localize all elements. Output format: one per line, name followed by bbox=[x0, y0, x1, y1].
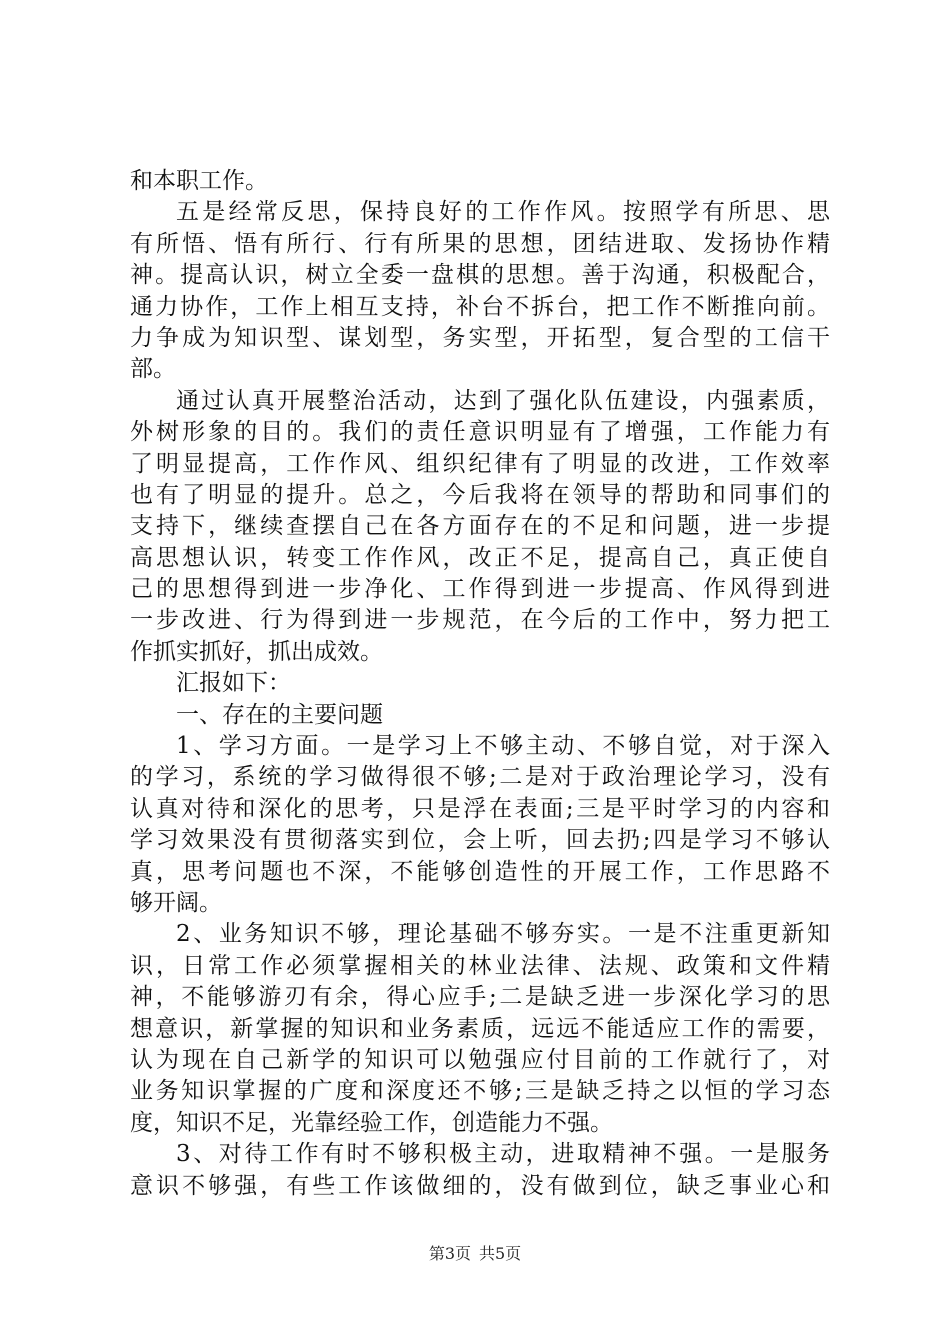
text-line: 五是经常反思，保持良好的工作作风。按照学有所思、思 bbox=[176, 199, 830, 226]
paragraph-summary bbox=[130, 386, 830, 669]
text-line: 高思想认识，转变工作作风，改正不足，提高自己，真正使自 bbox=[130, 544, 830, 571]
text-line: 力争成为知识型、谋划型，务实型，开拓型，复合型的工信干 bbox=[130, 324, 830, 351]
paragraph-work-attitude bbox=[130, 1139, 830, 1202]
text-line: 有所悟、悟有所行、行有所果的思想，团结进取、发扬协作精 bbox=[130, 230, 830, 257]
paragraph-continuation bbox=[130, 166, 830, 197]
paragraph-reflection bbox=[130, 197, 830, 385]
text-line: 学习效果没有贯彻落实到位，会上听，回去扔;四是学习不够认 bbox=[130, 827, 830, 854]
text-line: 业务知识掌握的广度和深度还不够;三是缺乏持之以恒的学习态 bbox=[130, 1078, 830, 1105]
text-line: 一步改进、行为得到进一步规范，在今后的工作中，努力把工 bbox=[130, 607, 830, 634]
text-line: 汇报如下： bbox=[176, 670, 291, 697]
text-line: 想意识，新掌握的知识和业务素质，远远不能适应工作的需要， bbox=[130, 1015, 830, 1042]
page-total: 共5页 bbox=[479, 1244, 522, 1263]
heading-main-problems bbox=[130, 700, 830, 731]
text-line: 认为现在自己新学的知识可以勉强应付目前的工作就行了，对 bbox=[130, 1046, 830, 1073]
text-line: 神。提高认识，树立全委一盘棋的思想。善于沟通，积极配合， bbox=[130, 262, 830, 289]
text-line: 的学习，系统的学习做得很不够;二是对于政治理论学习，没有 bbox=[130, 764, 830, 791]
text-line: 一、存在的主要问题 bbox=[176, 701, 383, 728]
text-line: 识，日常工作必须掌握相关的林业法律、法规、政策和文件精 bbox=[130, 952, 830, 979]
paragraph-report-intro bbox=[130, 668, 830, 699]
text-line: 了明显提高，工作作风、组织纪律有了明显的改进，工作效率 bbox=[130, 450, 830, 477]
paragraph-business-knowledge bbox=[130, 919, 830, 1139]
text-line: 意识不够强，有些工作该做细的，没有做到位，缺乏事业心和 bbox=[130, 1172, 830, 1199]
text-line: 通力协作，工作上相互支持，补台不拆台，把工作不断推向前。 bbox=[130, 293, 830, 320]
text-line: 度，知识不足，光靠经验工作，创造能力不强。 bbox=[130, 1109, 613, 1136]
text-line: 支持下，继续查摆自己在各方面存在的不足和问题，进一步提 bbox=[130, 513, 830, 540]
text-line: 认真对待和深化的思考，只是浮在表面;三是平时学习的内容和 bbox=[130, 795, 830, 822]
text-line: 外树形象的目的。我们的责任意识明显有了增强，工作能力有 bbox=[130, 419, 830, 446]
text-line: 够开阔。 bbox=[130, 889, 222, 916]
document-body bbox=[130, 166, 830, 1202]
text-line: 神，不能够游刃有余，得心应手;二是缺乏进一步深化学习的思 bbox=[130, 984, 830, 1011]
page-number: 第3页 bbox=[428, 1244, 471, 1263]
text-line: 3、对待工作有时不够积极主动，进取精神不强。一是服务 bbox=[176, 1141, 830, 1168]
text-line: 己的思想得到进一步净化、工作得到进一步提高、作风得到进 bbox=[130, 576, 830, 603]
text-line: 通过认真开展整治活动，达到了强化队伍建设，内强素质， bbox=[176, 387, 830, 414]
text-line: 作抓实抓好，抓出成效。 bbox=[130, 638, 383, 665]
text-line: 也有了明显的提升。总之，今后我将在领导的帮助和同事们的 bbox=[130, 481, 830, 508]
text-line: 2、业务知识不够，理论基础不够夯实。一是不注重更新知 bbox=[176, 921, 830, 948]
text-line: 真，思考问题也不深，不能够创造性的开展工作，工作思路不 bbox=[130, 858, 830, 885]
text-line: 部。 bbox=[130, 356, 176, 383]
page-footer bbox=[0, 1244, 950, 1264]
text-line: 和本职工作。 bbox=[130, 168, 268, 194]
paragraph-study bbox=[130, 731, 830, 919]
text-line: 1、学习方面。一是学习上不够主动、不够自觉，对于深入 bbox=[176, 733, 830, 760]
